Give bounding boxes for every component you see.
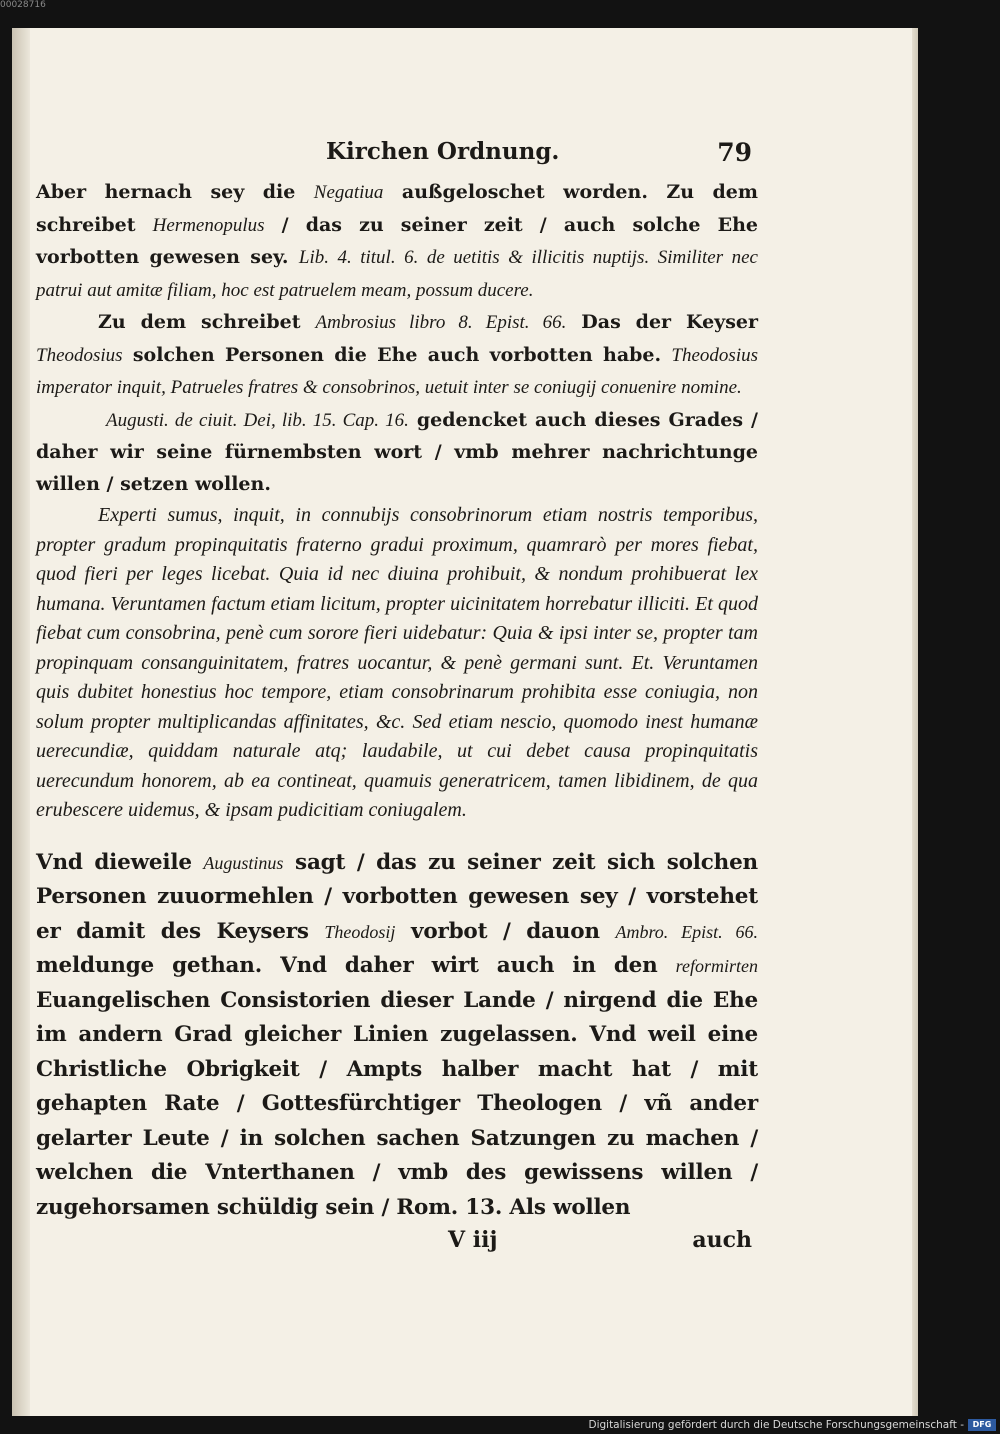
latin-segment: Theodosius imperator inquit, Patrueles fratres & consobrinos, uetuit inter se coniugij conuenire nomine.	[36, 344, 758, 398]
german-segment: Vnd dieweile	[36, 849, 204, 875]
dfg-logo-icon: DFG	[968, 1419, 996, 1431]
latin-segment: Lib. 4. titul. 6. de uetitis & illicitis nuptijs. Similiter nec patrui aut amitæ filiam, hoc est patruelem meam, possum ducere.	[36, 247, 758, 301]
german-segment: vorbot / dauon	[395, 918, 616, 944]
scan-id-label: 00028716	[0, 0, 46, 10]
page-number: 79	[717, 138, 752, 167]
running-head	[36, 138, 758, 176]
page-edge	[912, 28, 918, 1416]
german-segment: Aber hernach sey die	[36, 181, 314, 203]
paragraph-4	[36, 846, 758, 1226]
latin-segment: Theodosius	[36, 344, 123, 366]
catchword: auch	[692, 1227, 752, 1253]
german-segment: solchen Personen die Ehe auch vorbotten habe.	[122, 343, 672, 366]
german-segment: Das der Keyser	[566, 311, 759, 333]
german-segment: / das zu seiner zeit / auch solche Ehe vorbotten gewesen sey.	[36, 213, 758, 268]
page-spine-shadow	[12, 28, 30, 1416]
german-segment: sagt / das zu seiner zeit sich solchen Personen zuuormehlen / vorbotten gewesen sey / vorstehet er damit des Keysers	[36, 849, 758, 944]
page-footer-line	[36, 1227, 758, 1263]
german-segment: gedencket auch dieses Grades / daher wir seine fürnembsten wort / vmb mehrer nachrichtunge willen / setzen wollen.	[36, 408, 758, 495]
latin-segment: reformirten	[675, 956, 758, 976]
german-segment: außgeloschet worden. Zu dem schreibet	[36, 181, 759, 236]
latin-segment: Ambro. Epist. 66.	[615, 921, 758, 942]
latin-segment: Ambrosius libro 8. Epist. 66.	[315, 312, 567, 333]
german-segment: meldunge gethan. Vnd daher wirt auch in den	[36, 953, 676, 978]
german-segment: Zu dem schreibet	[98, 311, 316, 333]
running-title: Kirchen Ordnung.	[326, 138, 560, 165]
latin-segment: Augustinus	[203, 852, 284, 873]
paragraph-1	[36, 176, 758, 306]
page-text-block	[36, 138, 758, 1263]
latin-quote: Experti sumus, inquit, in connubijs consobrinorum etiam nostris temporibus, propter gradum propinquitatis fraterno gradui proximum, quamrarò per mores fiebat, quod fieri per leges licebat. Quia id nec diuina prohibuit, & nondum prohibuerat lex humana. Veruntamen factum etiam licitum, propter uicinitatem horrebatur illiciti. Et quod fiebat cum consobrina, penè cum sorore fieri uidebatur: Quia & ipsi inter se, propter tam propinquam consanguinitatem, fratres uocantur, & penè germani sunt. Et. Veruntamen quis dubitet honestius hoc tempore, etiam consobrinarum prohibita esse coniugia, non solum propter multiplicandas affinitates, &c. Sed etiam nescio, quomodo inest humanæ uerecundiæ, quiddam naturale atq; laudabile, ut cui debet causa propinquitatis uerecundum honorem, ab ea contineat, quamuis generatricem, tamen libidinem, de qua erubescere uidemus, & ipsam pudicitiam coniugalem.	[36, 504, 758, 821]
latin-segment: Theodosij	[324, 921, 396, 942]
dfg-credit-bar	[0, 1418, 1000, 1434]
paragraph-2	[36, 306, 758, 404]
latin-segment: Negatiua	[313, 182, 384, 203]
dfg-credit-text: Digitalisierung gefördert durch die Deutsche Forschungsgemeinschaft -	[588, 1419, 964, 1431]
signature-mark: V iij	[448, 1227, 498, 1253]
latin-segment: Hermenopulus	[152, 214, 265, 236]
paragraph-3	[36, 404, 758, 500]
german-segment: Euangelischen Consistorien dieser Lande / nirgend die Ehe im andern Grad gleicher Linien zugelassen. Vnd weil eine Christliche Obrigkeit / Ampts halber macht hat / mit gehapten Rate / Gottesfürchtiger Theologen / vñ ander gelarter Leute / in solchen sachen Satzungen zu machen / welchen die Vnterthanen / vmb des gewissens willen / zugehorsamen schüldig sein / Rom. 13. Als wollen	[36, 987, 758, 1220]
book-page	[12, 28, 918, 1416]
latin-segment: Augusti. de ciuit. Dei, lib. 15. Cap. 16.	[106, 409, 409, 431]
